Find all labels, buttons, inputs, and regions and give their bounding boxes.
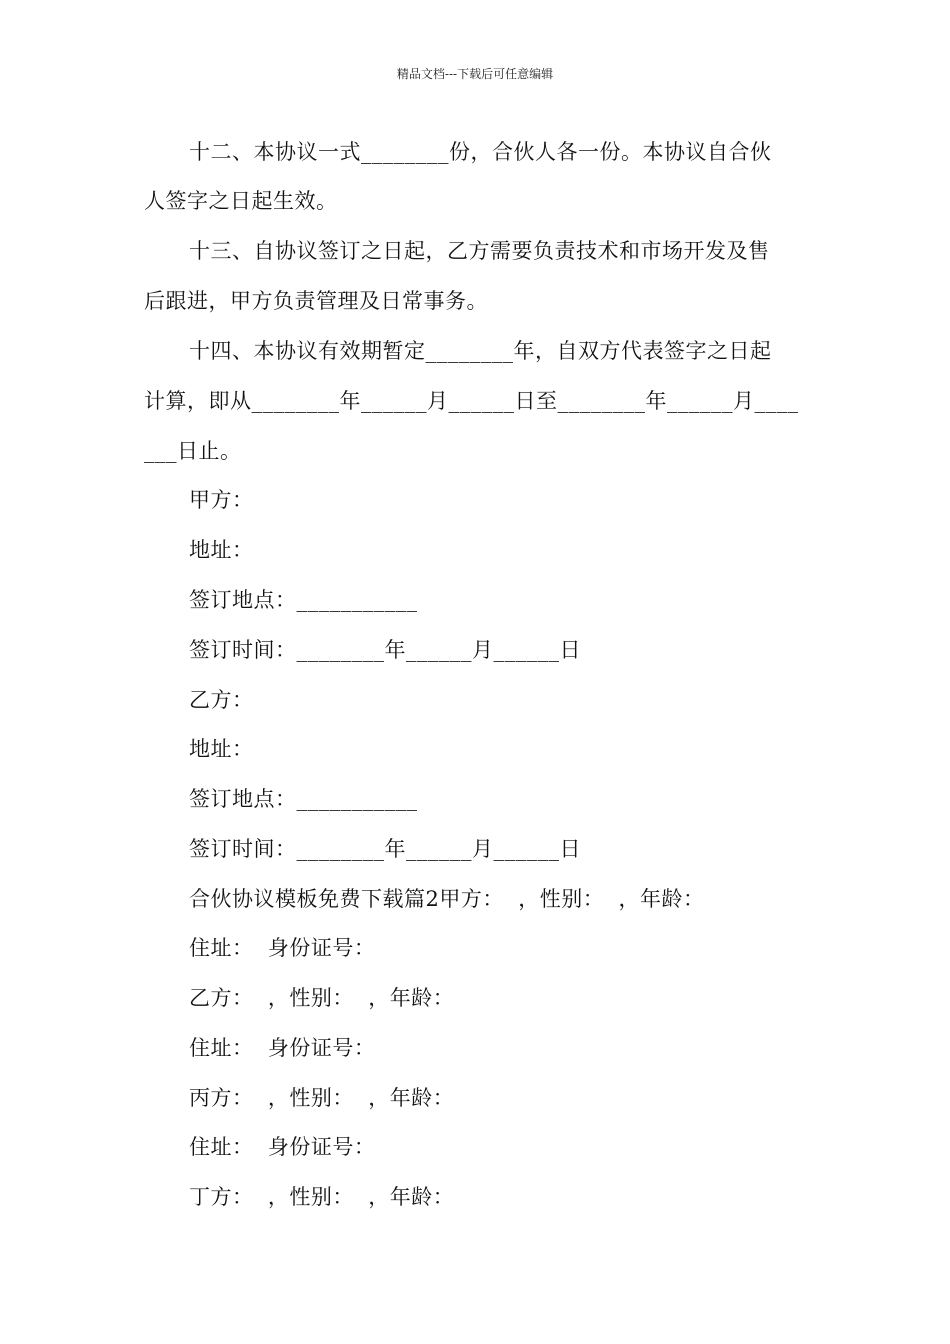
clause-13-line-2: 后跟进，甲方负责管理及日常事务。: [144, 289, 488, 313]
party-b-sign-place: 签订地点：___________: [189, 787, 418, 811]
clause-14-line-3: ___日止。: [144, 439, 242, 463]
page-header: 精品文档---下载后可任意编辑: [396, 67, 554, 81]
party-b-label: 乙方：: [189, 688, 254, 712]
party-b-info: 乙方： ，性别： ，年龄：: [189, 986, 455, 1010]
party-b-residence: 住址： 身份证号：: [189, 1036, 376, 1060]
clause-12-line-2: 人签字之日起生效。: [144, 189, 338, 213]
party-a-sign-date: 签订时间：________年______月______日: [189, 638, 581, 662]
party-d-info: 丁方： ，性别： ，年龄：: [189, 1185, 455, 1209]
party-b-sign-date: 签订时间：________年______月______日: [189, 837, 581, 861]
clause-13-line-1: 十三、自协议签订之日起，乙方需要负责技术和市场开发及售: [189, 239, 770, 263]
party-a-address: 地址：: [189, 538, 254, 562]
clause-12-line-1: 十二、本协议一式________份，合伙人各一份。本协议自合伙: [189, 140, 772, 164]
party-c-info: 丙方： ，性别： ，年龄：: [189, 1086, 455, 1110]
clause-14-line-1: 十四、本协议有效期暂定________年，自双方代表签字之日起: [189, 339, 772, 363]
party-a-label: 甲方：: [189, 488, 254, 512]
template-2-party-a: 合伙协议模板免费下载篇2甲方： ，性别： ，年龄：: [189, 887, 705, 911]
party-b-address: 地址：: [189, 737, 254, 761]
clause-14-line-2: 计算，即从________年______月______日至________年______月____: [144, 389, 799, 413]
party-a-sign-place: 签订地点：___________: [189, 588, 418, 612]
party-c-residence: 住址： 身份证号：: [189, 1135, 376, 1159]
party-a-residence: 住址： 身份证号：: [189, 936, 376, 960]
